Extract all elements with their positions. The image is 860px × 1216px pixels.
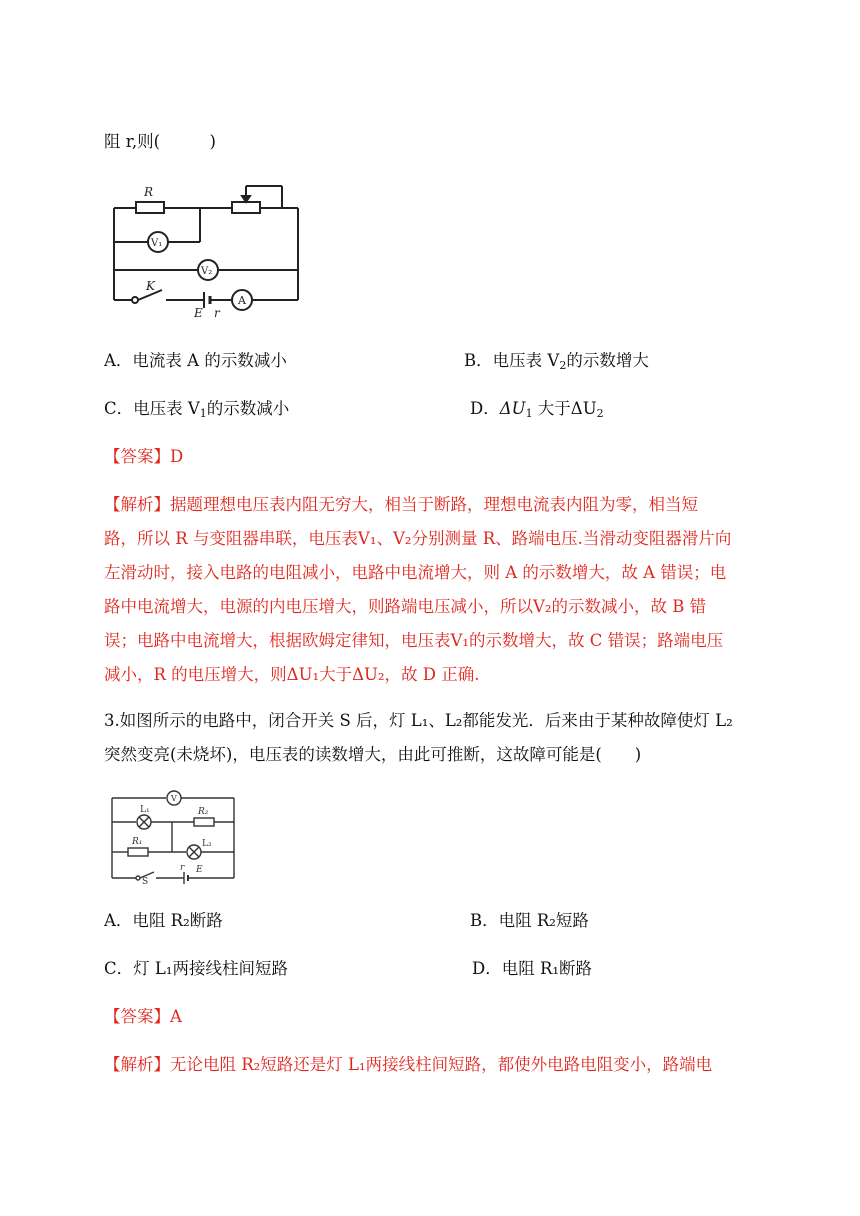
svg-text:r: r	[214, 306, 220, 318]
circuit-diagram-2	[106, 790, 246, 885]
q3-option-c: C．灯 L₁两接线柱间短路	[104, 959, 288, 978]
question-2-stem-tail: 阻 r,则( )	[104, 132, 216, 151]
q2-option-b: B．电压表 $V_2$的示数增大	[464, 351, 649, 372]
question-3-stem-line-1: 3.如图所示的电路中，闭合开关 S 后，灯 L₁、L₂都能发光．后来由于某种故障使灯 L₂	[104, 711, 733, 730]
svg-text:L₁: L₁	[140, 805, 150, 815]
q2-answer: 【答案】D	[104, 447, 184, 466]
q2-analysis-line-5: 误；电路中电流增大，根据欧姆定律知，电压表V₁的示数增大，故 C 错误；路端电压	[104, 631, 724, 650]
q2-analysis-line-3: 左滑动时，接入电路的电阻减小，电路中电流增大，则 A 的示数增大，故 A 错误；电	[104, 563, 727, 582]
svg-text:E: E	[194, 306, 203, 318]
q3-option-d: D．电阻 R₁断路	[472, 959, 593, 978]
svg-text:V: V	[171, 794, 177, 803]
q2-analysis-line-1: 【解析】据题理想电压表内阻无穷大，相当于断路，理想电流表内阻为零，相当短	[104, 495, 698, 514]
svg-text:r: r	[180, 863, 185, 873]
svg-text:A: A	[238, 294, 246, 307]
svg-text:E: E	[196, 865, 203, 875]
svg-text:S: S	[142, 877, 149, 885]
q2-analysis-line-4: 路中电流增大，电源的内电压增大，则路端电压减小，所以V₂的示数减小，故 B 错	[104, 597, 707, 616]
q2-analysis-line-2: 路，所以 R 与变阻器串联，电压表V₁、V₂分别测量 R、路端电压.当滑动变阻器滑片向	[104, 529, 732, 548]
svg-text:R: R	[144, 185, 154, 199]
q3-option-a: A．电阻 R₂断路	[104, 911, 223, 930]
svg-text:V₁: V₁	[151, 238, 163, 249]
svg-text:V₂: V₂	[201, 266, 213, 277]
question-3-stem-line-2: 突然变亮(未烧坏)，电压表的读数增大，由此可推断，这故障可能是( )	[104, 745, 642, 764]
q3-answer: 【答案】A	[104, 1007, 182, 1026]
svg-text:R₁: R₁	[132, 837, 143, 847]
q2-option-d: D．$\Delta U_1$ 大于$\Delta U_2$	[470, 399, 604, 420]
svg-text:K: K	[146, 279, 155, 293]
q2-option-c: C．电压表 $V_1$的示数减小	[104, 399, 290, 420]
svg-text:R₂: R₂	[198, 807, 209, 817]
q3-analysis-line-1: 【解析】无论电阻 R₂短路还是灯 L₁两接线柱间短路，都使外电路电阻变小，路端电	[104, 1055, 713, 1074]
q2-analysis-line-6: 减小，R 的电压增大，则ΔU₁大于ΔU₂，故 D 正确.	[104, 665, 480, 684]
svg-text:L₂: L₂	[202, 839, 212, 849]
circuit-diagram-1	[100, 178, 320, 318]
q3-option-b: B．电阻 R₂短路	[470, 911, 589, 930]
q2-option-a: A．电流表 A 的示数减小	[104, 351, 287, 370]
